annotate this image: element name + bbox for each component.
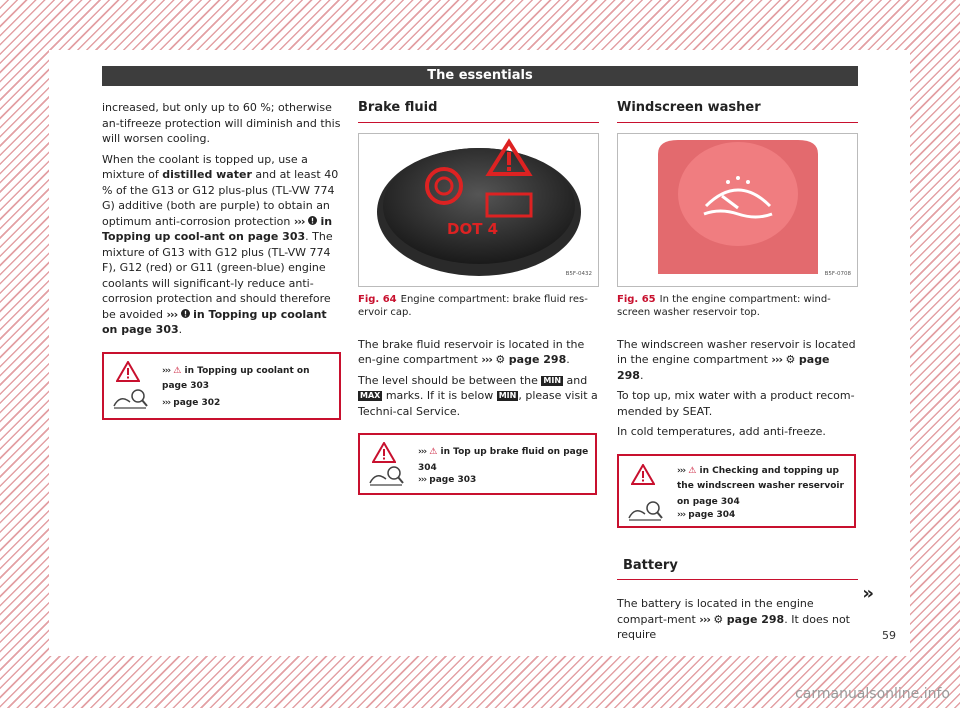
column-3	[617, 100, 858, 648]
max-mark: MAX	[360, 391, 381, 400]
notice-env-row	[360, 471, 595, 487]
engine-compartment-icon: ⚙	[713, 612, 724, 626]
paragraph	[102, 100, 343, 147]
notice-env-link[interactable]: page 302	[173, 397, 221, 408]
paragraph	[617, 596, 858, 643]
info-circle-icon	[308, 216, 317, 225]
cross-reference-link[interactable]: in Topping up cool-ant on page 303	[102, 214, 333, 243]
page	[49, 50, 910, 656]
mini-warning-icon: ⚠	[173, 365, 182, 376]
column-2	[358, 100, 599, 495]
warning-triangle-icon	[631, 464, 655, 485]
mini-warning-icon: ⚠	[429, 447, 438, 457]
caption-text: Engine compartment: brake fluid res-ervoir cap.	[358, 293, 588, 318]
cross-reference-link[interactable]: page 298	[617, 353, 830, 382]
cross-reference-link[interactable]: page 298	[726, 612, 785, 626]
chevron-icon: ›››	[166, 307, 178, 321]
notice-warning-link[interactable]: in Top up brake fluid on page 304	[418, 447, 589, 473]
chevron-icon: ›››	[481, 353, 492, 366]
environment-icon	[627, 500, 663, 522]
paragraph	[358, 373, 599, 420]
notice-env-link[interactable]: page 303	[429, 475, 477, 485]
text: .	[178, 323, 183, 336]
notice-box	[102, 352, 341, 420]
chevron-icon: ›››	[677, 465, 686, 476]
continue-arrow: »	[862, 583, 874, 604]
chevron-icon: ›››	[677, 509, 686, 520]
figure-label: Fig. 64	[358, 293, 397, 305]
text: .	[639, 368, 644, 382]
chevron-icon: ›››	[771, 353, 783, 366]
chevron-icon: ›››	[418, 475, 427, 485]
text: When the coolant is topped up, use a mixture of	[102, 152, 308, 181]
text: , please visit a Techni-cal Service.	[358, 389, 598, 418]
text: The brake fluid reservoir is located in the en-gine compartment	[358, 337, 585, 366]
text: marks. If it is below	[382, 389, 497, 402]
cross-reference-link[interactable]: in Topping up coolant on page 303	[102, 307, 327, 336]
notice-warning-link[interactable]: in Checking and topping up the windscreen washer reservoir on page 304	[677, 465, 844, 507]
figure-caption	[617, 293, 858, 319]
warning-triangle-icon	[372, 442, 396, 463]
paragraph: To top up, mix water with a product recom-mended by SEAT.	[617, 389, 855, 418]
engine-compartment-icon: ⚙	[495, 353, 506, 366]
notice-env-link[interactable]: page 304	[688, 509, 736, 520]
chevron-icon: ›››	[162, 397, 171, 408]
notice-box	[358, 433, 597, 495]
figure-label: Fig. 65	[617, 293, 656, 305]
page-number: 59	[882, 629, 896, 642]
text: The level should be between the	[358, 373, 542, 387]
brake-fluid-cap-image	[359, 134, 598, 286]
text: .	[566, 353, 570, 366]
text: The battery is located in the engine compart-ment	[617, 597, 814, 626]
text: . It does not require	[617, 612, 850, 641]
warning-triangle-icon	[116, 361, 140, 382]
column-1	[102, 100, 343, 420]
cross-reference-link[interactable]: page 298	[508, 353, 567, 366]
environment-icon	[368, 465, 404, 487]
paragraph	[102, 152, 343, 338]
figure-code: B5F-0708	[824, 271, 851, 277]
chevron-icon: ›››	[418, 447, 427, 457]
bold-text: distilled water	[162, 168, 252, 181]
engine-compartment-icon: ⚙	[785, 353, 796, 366]
figure-code: B5F-0432	[565, 271, 592, 277]
notice-env-row	[104, 394, 339, 410]
caption-text: In the engine compartment: wind-screen washer reservoir top.	[617, 293, 831, 318]
notice-env-row	[619, 506, 854, 522]
paragraph: In cold temperatures, add anti-freeze.	[617, 425, 826, 438]
figure-brake-fluid-cap	[358, 133, 599, 287]
paragraph	[617, 337, 858, 384]
min-mark: MIN	[543, 375, 562, 385]
figure-caption	[358, 293, 599, 319]
mini-warning-icon: ⚠	[688, 465, 697, 476]
washer-reservoir-image	[618, 134, 857, 286]
text: . The mixture of G13 with G12 plus (TL-VW 774 F), G12 (red) or G11 (green-blue) engine coolants will significant-ly reduce anti-corrosion protection and should therefore be avoided	[102, 230, 333, 321]
text: and at least 40 % of the G13 or G12 plus-plus (TL-VW 774 G) additive (both are purple) to obtain an optimum anti-corrosion protection	[102, 168, 339, 228]
chevron-icon: ›››	[293, 214, 305, 228]
min-mark: MIN	[498, 391, 517, 400]
notice-warning-link[interactable]: in Topping up coolant on page 303	[162, 365, 310, 391]
section-title-battery: Battery	[617, 558, 858, 581]
text: increased, but only up to 60 %; otherwise an-tifreeze protection will diminish and this will worsen cooling.	[102, 101, 341, 145]
chevron-icon: ›››	[162, 365, 171, 376]
section-title-windscreen-washer: Windscreen washer	[617, 100, 858, 123]
text: The windscreen washer reservoir is located in the engine compartment	[617, 337, 856, 366]
text: and	[563, 373, 588, 387]
watermark: carmanualsonline.info	[795, 686, 950, 702]
section-title-brake-fluid: Brake fluid	[358, 100, 599, 123]
environment-icon	[112, 388, 148, 410]
notice-box	[617, 454, 856, 528]
header-bar: The essentials	[102, 66, 858, 86]
info-circle-icon	[181, 309, 190, 318]
chevron-icon: ›››	[699, 612, 710, 626]
paragraph	[358, 337, 599, 368]
cap-dot-label: DOT 4	[447, 219, 499, 238]
figure-washer-reservoir	[617, 133, 858, 287]
